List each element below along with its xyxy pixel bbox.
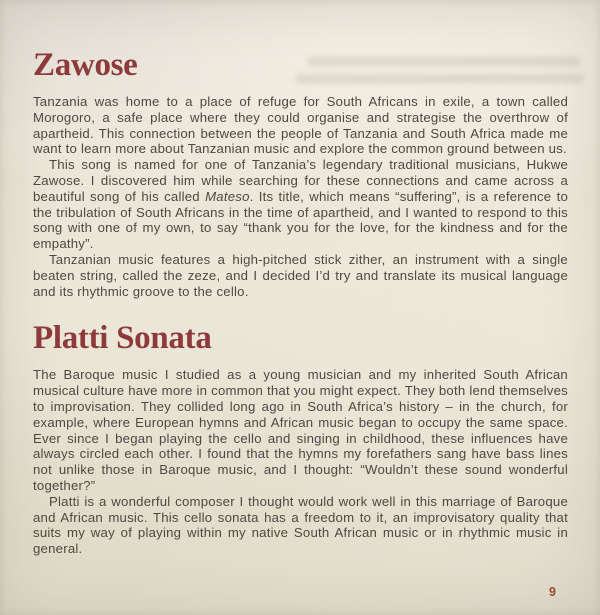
song-title-mateso: Mateso [205, 188, 250, 204]
section-title-platti-sonata: Platti Sonata [33, 320, 212, 357]
section-title-zawose: Zawose [33, 47, 138, 83]
zawose-paragraph-3: Tanzanian music features a high-pitched stick zither, an instrument with a single beaten string, called the zeze, and I decided I’d try and translate its musical language and its rhythmic groove to the cello. [33, 251, 568, 299]
zawose-paragraph-2-text: This song is named for one of Tanzania’s legendary traditional musicians, Hukwe Zawose. I discovered him while searching for these connections and came across a beautiful song of his called [33, 157, 568, 204]
platti-paragraph-1: The Baroque music I studied as a young musician and my inherited South African musical culture have more in common that you might expect. They both lend themselves to improvisation. They collided long ago in South Africa’s history – in the church, for example, where European hymns and African music began to occupy the same space. Ever since I began playing the cello and singing in childhood, these influences have always circled each other. I found that the hymns my forefathers sang have bass lines not unlike those in Baroque music, and I thought: “Wouldn’t these sound wonderful together?” [33, 367, 568, 493]
page-content [33, 47, 568, 557]
zawose-paragraph-2-text: . Its title, which means “suffering”, is a reference to the tribulation of South Africans in the time of apartheid, and I wanted to respond to this song with one of my own, to say “thank you for the love, for the kindness and for the empathy”. [33, 188, 569, 252]
zawose-paragraph-1: Tanzania was home to a place of refuge for South Africans in exile, a town called Morogoro, a safe place where they could organise and strategise the overthrow of apartheid. This connection between the people of Tanzania and South Africa made me want to learn more about Tanzanian music and explore the common ground between us. [33, 94, 568, 157]
platti-paragraph-2: Platti is a wonderful composer I thought would work well in this marriage of Baroque and African music. This cello sonata has a freedom to it, an improvisatory quality that suits my way of playing within my native South African music or in rhythmic music in general. [33, 493, 568, 557]
zawose-paragraph-2 [33, 157, 568, 252]
page-number: 9 [549, 585, 556, 599]
